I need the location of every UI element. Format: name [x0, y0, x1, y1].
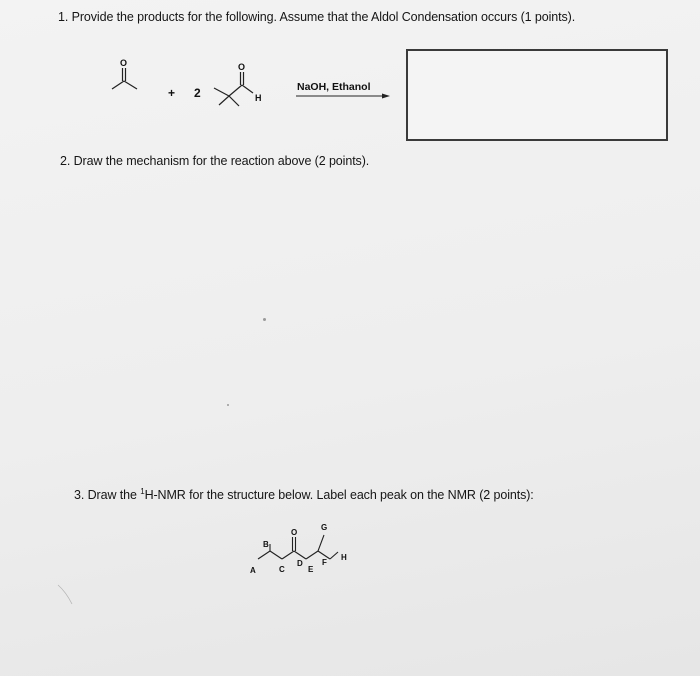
nmr-label-f: F	[322, 558, 327, 567]
nmr-label-a: A	[250, 566, 256, 575]
question-3-number: 3.	[74, 488, 85, 503]
question-1-number: 1.	[58, 10, 69, 24]
nmr-label-g: G	[321, 523, 328, 532]
pencil-mark	[58, 585, 72, 604]
question-1-text: Provide the products for the following. Assume that the Aldol Condensation occurs (1 points).	[71, 10, 576, 24]
question-2-text: Draw the mechanism for the reaction above (2 points).	[73, 154, 370, 168]
reaction-arrow	[296, 94, 390, 99]
aldehyde-hydrogen-label: H	[255, 93, 262, 103]
plus-sign: +	[168, 86, 176, 100]
nmr-label-d: D	[297, 559, 303, 568]
stoichiometric-coefficient: 2	[194, 86, 201, 100]
question-3-text-after: H-NMR for the structure below. Label each peak on the NMR (2 points):	[144, 488, 534, 503]
aldehyde-oxygen-label: O	[238, 62, 246, 72]
nmr-label-b: B	[263, 540, 269, 549]
question-3-text-before: Draw the	[87, 488, 141, 503]
nmr-oxygen-label: O	[291, 528, 298, 537]
nmr-label-e: E	[308, 565, 314, 574]
specks	[227, 404, 229, 406]
acetone-molecule	[112, 68, 137, 89]
nmr-superscript: 1	[140, 487, 145, 496]
reagent-label: NaOH, Ethanol	[297, 81, 371, 93]
question-2-number: 2.	[60, 154, 71, 168]
acetone-oxygen-label: O	[120, 58, 128, 68]
nmr-label-c: C	[279, 565, 285, 574]
specks	[263, 318, 266, 321]
aldehyde-molecule	[214, 72, 253, 106]
nmr-molecule	[258, 535, 338, 559]
nmr-label-h: H	[341, 553, 347, 562]
